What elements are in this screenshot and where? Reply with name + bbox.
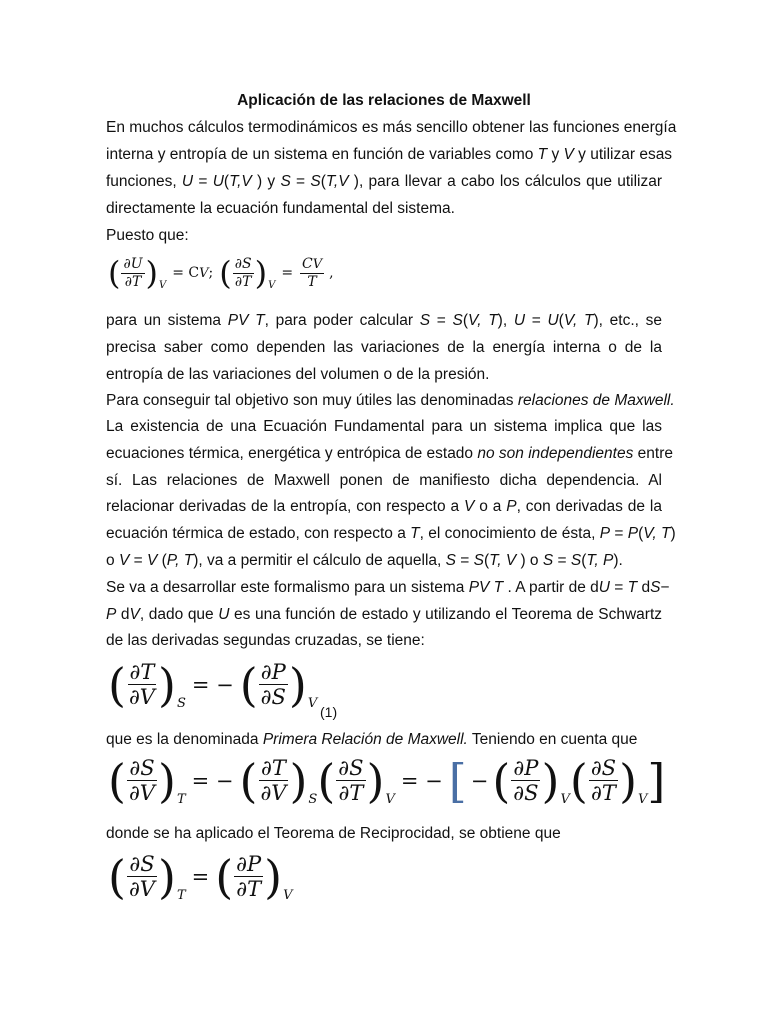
para1-line5: Puesto que: bbox=[106, 227, 189, 244]
para3-line2: La existencia de una Ecuación Fundamental para un sistema implica que las bbox=[106, 418, 662, 435]
page-title: Aplicación de las relaciones de Maxwell bbox=[237, 92, 531, 109]
equation-heat-capacity: ( $\frac{\partial U}{\partial T}$ ) V = CV; ( $\frac{\partial S}{\partial T}$ ) V = $\frac{CV}{T}$ , bbox=[108, 254, 334, 293]
para1-line4: directamente la ecuación fundamental del sistema. bbox=[106, 200, 455, 217]
equation-reciprocity-step: ( $\frac{\partial S}{\partial V}$ ) T = − ( $\frac{\partial T}{\partial V}$ ) S ( $\frac{\partial S}{\partial T}$ ) V = − [ − ( $\frac{\partial P}{\partial S}$ ) V ( $\frac{\partial S}{\partial T}$ ) V ] bbox=[108, 753, 666, 808]
para2-line1: para un sistema PV T, para poder calcular S = S(V, T), U = U(V, T), etc., se bbox=[106, 312, 663, 329]
para3-line4: sí. Las relaciones de Maxwell ponen de manifiesto dicha dependencia. Al bbox=[106, 472, 662, 489]
para4-line1: Se va a desarrollar este formalismo para un sistema PV T . A partir de dU = T dS− bbox=[106, 579, 670, 596]
para5-line1: que es la denominada Primera Relación de Maxwell. Teniendo en cuenta que bbox=[106, 731, 638, 748]
para3-line6: ecuación térmica de estado, con respecto a T, el conocimiento de ésta, P = P(V, T) bbox=[106, 525, 676, 542]
equation-number: (1) bbox=[320, 704, 338, 720]
para3-line5: relacionar derivadas de la entropía, con respecto a V o a P, con derivadas de la bbox=[106, 498, 662, 515]
equation-first-maxwell: ( $\frac{\partial T}{\partial V}$ ) S = − ( $\frac{\partial P}{\partial S}$ ) V bbox=[108, 657, 318, 712]
equation-result: ( $\frac{\partial S}{\partial V}$ ) T = ( $\frac{\partial P}{\partial T}$ ) V bbox=[108, 849, 293, 904]
para2-line2: precisa saber como dependen las variaciones de la energía interna o de la bbox=[106, 339, 662, 356]
para1-line3: funciones, U = U(T,V ) y S = S(T,V ), para llevar a cabo los cálculos que utilizar bbox=[106, 173, 663, 190]
para3-line7: o V = V (P, T), va a permitir el cálculo de aquella, S = S(T, V ) o S = S(T, P). bbox=[106, 552, 623, 569]
para3-line1: Para conseguir tal objetivo son muy útiles las denominadas relaciones de Maxwell. bbox=[106, 392, 675, 409]
para4-line2: P dV, dado que U es una función de estado y utilizando el Teorema de Schwartz bbox=[106, 606, 663, 623]
para4-line3: de las derivadas segundas cruzadas, se tiene: bbox=[106, 632, 425, 649]
para6-line1: donde se ha aplicado el Teorema de Reciprocidad, se obtiene que bbox=[106, 825, 561, 842]
para1-line2: interna y entropía de un sistema en función de variables como T y V y utilizar esas bbox=[106, 146, 673, 163]
para3-line3: ecuaciones térmica, energética y entrópica de estado no son independientes entre bbox=[106, 445, 673, 462]
para1-line1: En muchos cálculos termodinámicos es más sencillo obtener las funciones energía bbox=[106, 119, 677, 136]
para2-line3: entropía de las variaciones del volumen o de la presión. bbox=[106, 366, 490, 383]
